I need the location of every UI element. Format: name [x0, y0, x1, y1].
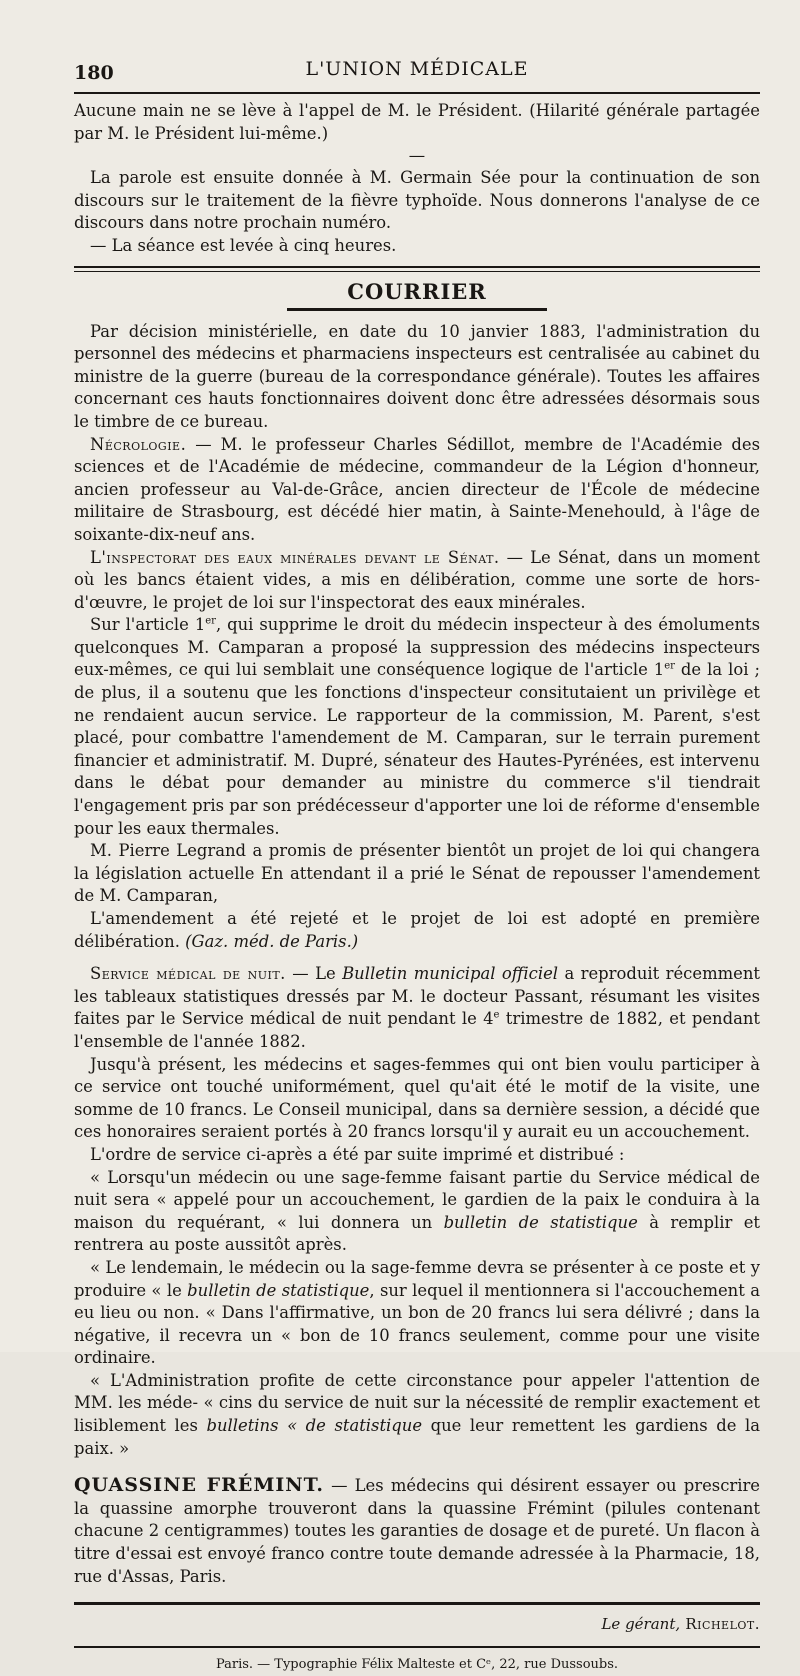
advert-title: QUASSINE FRÉMINT.: [74, 1474, 324, 1497]
service-sup: e: [493, 1009, 500, 1021]
running-title: L'UNION MÉDICALE: [305, 58, 529, 80]
courrier-decision-paragraph: Par décision ministérielle, en date du 10 janvier 1883, l'administration du personnel des médecins et pharmaciens inspecteurs est centralisée au cabinet du ministre de la guerre (bureau de la correspondance générale). Toutes les affaires concernant ces hauts fonctionnaires doivent donc être adressées désormais sous le timbre de ce bureau.: [74, 321, 760, 431]
title-underline: [287, 308, 547, 311]
section-title-courrier: COURRIER: [347, 278, 487, 304]
service-text-b: a reproduit récemment les tableaux statistiques dressés par M. le docteur Passant, résumant les visites faites par le Service médical de nuit pendant le 4: [74, 964, 760, 1029]
section-divider: [74, 266, 760, 272]
inspectorat-paragraph: [74, 547, 760, 615]
service-text-a: — Le: [285, 964, 343, 984]
service-nuit-paragraph: [74, 963, 760, 1053]
session-closing: — La séance est levée à cinq heures.: [90, 235, 397, 255]
inspectorat-heading: L'inspectorat des eaux minérales devant le Sénat.: [90, 547, 500, 567]
signature-name: Richelot.: [680, 1615, 760, 1634]
page-body: [74, 100, 760, 1676]
signature: [74, 1613, 760, 1636]
footer-rule: [74, 1646, 760, 1648]
quote-3-italic: bulletins « de statistique: [206, 1416, 423, 1436]
article-text-b: , qui supprime le droit du médecin inspecteur à des émoluments quelconques M. Camparan a proposé la suppression des médecins inspecteurs eux-mêmes, ce qui lui semblait une conséquence logique de l'article 1: [74, 615, 760, 680]
separator-dash: —: [408, 146, 426, 166]
ordre-paragraph: L'ordre de service ci-après a été par suite imprimé et distribué :: [90, 1144, 625, 1164]
header-rule: [74, 92, 760, 94]
rejection-paragraph: [74, 908, 760, 953]
necrologie-paragraph: [74, 434, 760, 547]
service-text-c: trimestre de 1882, et pendant l'ensemble de l'année 1882.: [74, 1009, 760, 1051]
article-text-a: Sur l'article 1: [90, 615, 206, 635]
quote-3-text-a: « L'Administration profite de cette circonstance pour appeler l'attention de MM. les méde- « cins du service de nuit sur la nécessité de remplir exactement et lisiblement les: [74, 1370, 760, 1436]
printer-imprint: Paris. — Typographie Félix Malteste et Cᵉ, 22, rue Dussoubs.: [215, 1656, 619, 1672]
spacer: [74, 1460, 760, 1470]
necrologie-heading: Nécrologie.: [90, 434, 187, 454]
quote-2-text-a: « Le lendemain, le médecin ou la sage-femme devra se présenter à ce poste et y produire « le: [74, 1257, 760, 1300]
quote-paragraph-3: [74, 1370, 760, 1460]
jusqua-paragraph: Jusqu'à présent, les médecins et sages-femmes qui ont bien voulu participer à ce service ont touché uniformément, quel qu'ait été le motif de la visite, une somme de 10 francs. Le Conseil municipal, dans sa dernière session, a décidé que ces honoraires seraient portés à 20 francs lorsqu'il y aurait eu un accouchement.: [74, 1054, 760, 1142]
quote-2-text-b: , sur lequel il mentionnera si l'accouchement a eu lieu ou non. « Dans l'affirmative, un bon de 20 francs lui sera délivré ; dans la négative, il recevra un « bon de 10 francs seulement, comme pour une visite ordinaire.: [74, 1280, 760, 1368]
quote-paragraph-2: [74, 1257, 760, 1370]
quote-1-italic: bulletin de statistique: [443, 1212, 638, 1232]
rejection-source: (Gaz. méd. de Paris.): [179, 931, 359, 951]
quote-2-italic: bulletin de statistique: [187, 1280, 370, 1300]
spacer: [74, 953, 760, 963]
session-paragraph-1: Aucune main ne se lève à l'appel de M. le Président. (Hilarité générale partagée par M. le Président lui-même.): [74, 101, 760, 143]
quote-paragraph-1: [74, 1167, 760, 1257]
service-nuit-heading: Service médical de nuit.: [90, 964, 286, 984]
article-sup-1: er: [205, 615, 216, 627]
session-paragraph-2: La parole est ensuite donnée à M. Germain Sée pour la continuation de son discours sur le traitement de la fièvre typhoïde. Nous donnerons l'analyse de ce discours dans notre prochain numéro.: [74, 168, 760, 233]
page-number: 180: [74, 62, 114, 84]
legrand-paragraph: M. Pierre Legrand a promis de présenter bientôt un projet de loi qui changera la législation actuelle En attendant il a prié le Sénat de repousser l'amendement de M. Camparan,: [74, 841, 760, 906]
article-text-c: de la loi ; de plus, il a soutenu que les fonctions d'inspecteur consitutaient un privilège et ne rendaient aucun service. Le rapporteur de la commission, M. Parent, s'est placé, pour combattre l'amendement de M. Camparan, sur le terrain purement financier et administratif. M. Dupré, sénateur des Hautes-Pyrénées, est intervenu dans le débat pour demander au ministre du commerce s'il tiendrait l'engagement pris par son prédécesseur d'apporter une loi de réforme d'ensemble pour les eaux thermales.: [74, 660, 760, 838]
signature-role: Le gérant,: [601, 1615, 681, 1634]
quote-1-text-b: à remplir et rentrera au poste aussitôt après.: [74, 1212, 760, 1255]
page-header: [74, 54, 760, 84]
article-sup-2: er: [664, 661, 675, 672]
rejection-text: L'amendement a été rejeté et le projet de loi est adopté en première délibération.: [74, 909, 760, 951]
signature-rule: [74, 1602, 760, 1605]
quote-1-text-a: « Lorsqu'un médecin ou une sage-femme faisant partie du Service médical de nuit sera « appelé pour un accouchement, le gardien de la paix le conduira à la maison du requérant, « lui donnera un: [74, 1167, 760, 1232]
necrologie-text: — M. le professeur Charles Sédillot, membre de l'Académie des sciences et de l'Académie de médecine, commandeur de la Légion d'honneur, ancien professeur au Val-de-Grâce, ancien directeur de l'École de médecine militaire de Strasbourg, est décédé hier matin, à Sainte-Menehould, à l'âge de soixante-dix-neuf ans.: [74, 434, 760, 544]
article-paragraph: [74, 614, 760, 840]
advert-paragraph: [74, 1474, 760, 1588]
service-bulletin-title: Bulletin municipal officiel: [342, 964, 559, 984]
quote-3-text-b: que leur remettent les gardiens de la paix. »: [74, 1416, 760, 1458]
inspectorat-text: — Le Sénat, dans un moment où les bancs étaient vides, a mis en délibération, comme une sorte de hors-d'œuvre, le projet de loi sur l'inspectorat des eaux minérales.: [74, 547, 760, 612]
advert-text: — Les médecins qui désirent essayer ou prescrire la quassine amorphe trouveront dans la quassine Frémint (pilules contenant chacune 2 centigrammes) toutes les garanties de dosage et de pureté. Un flacon à titre d'essai est envoyé franco contre toute demande adressée à la Pharmacie, 18, rue d'Assas, Paris.: [74, 1476, 761, 1586]
